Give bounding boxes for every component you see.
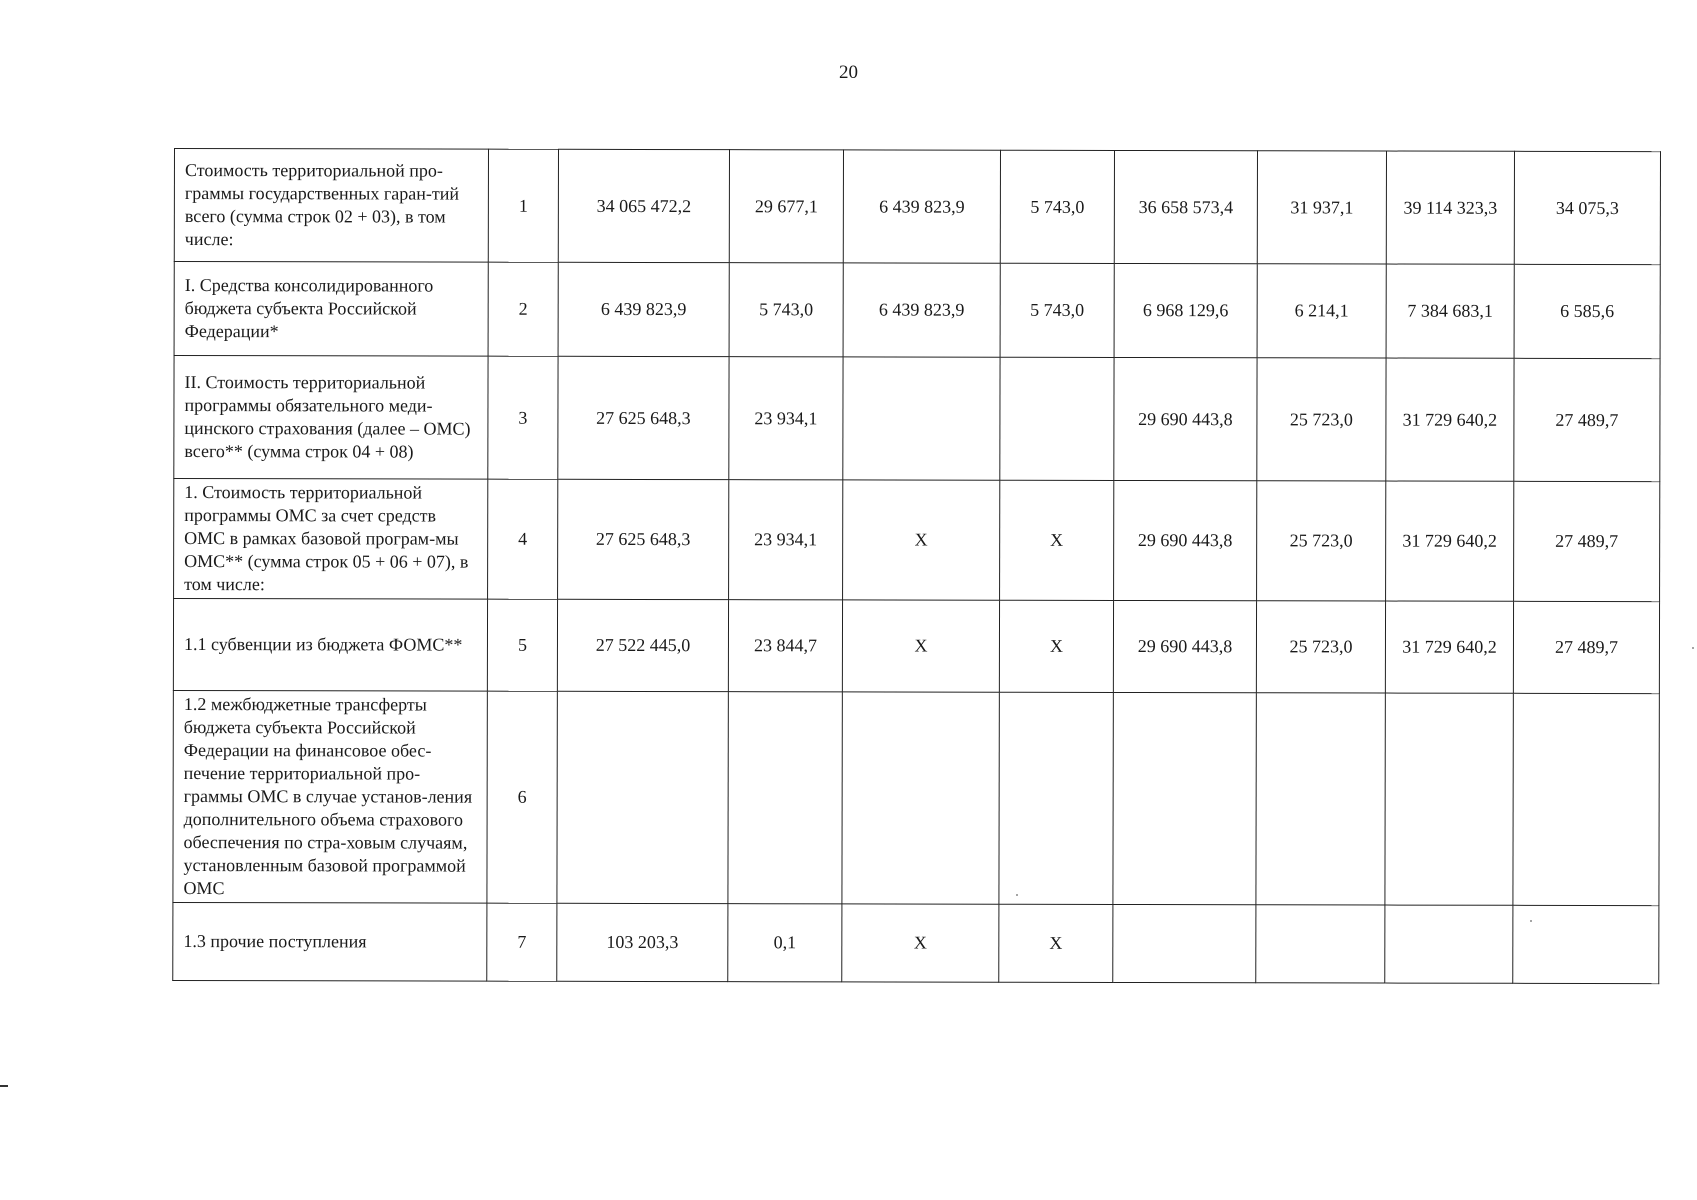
value-cell: 29 677,1 — [729, 150, 843, 263]
value-cell: 31 937,1 — [1257, 151, 1386, 264]
table-row — [174, 149, 1660, 265]
value-cell: 36 658 573,4 — [1114, 150, 1257, 263]
value-cell: X — [1000, 480, 1114, 600]
value-cell: X — [999, 600, 1113, 692]
row-number: 5 — [487, 599, 557, 691]
value-cell: 5 743,0 — [1000, 150, 1114, 263]
value-cell — [1000, 357, 1114, 480]
value-cell: X — [999, 904, 1113, 982]
row-number: 3 — [488, 356, 558, 479]
value-cell: 25 723,0 — [1256, 601, 1385, 693]
value-cell: 27 522 445,0 — [557, 599, 728, 691]
value-cell — [728, 692, 842, 904]
value-cell: 27 625 648,3 — [558, 479, 729, 599]
value-cell: 7 384 683,1 — [1386, 264, 1514, 358]
value-cell: 27 489,7 — [1514, 358, 1660, 481]
row-label: II. Стоимость территориальной программы обязательного меди-цинского страхования (далее – ОМС) всего** (сумма строк 04 + 08) — [174, 356, 488, 480]
value-cell: 5 743,0 — [729, 263, 843, 357]
financing-table — [172, 148, 1661, 984]
value-cell — [843, 357, 1000, 480]
row-number: 2 — [488, 262, 558, 356]
value-cell: 6 585,6 — [1514, 264, 1660, 358]
value-cell: 29 690 443,8 — [1114, 357, 1257, 480]
value-cell — [1385, 693, 1513, 905]
table-row — [174, 356, 1660, 482]
value-cell: 27 489,7 — [1513, 601, 1659, 693]
value-cell: 6 439 823,9 — [558, 262, 729, 356]
value-cell: 34 075,3 — [1514, 151, 1660, 264]
row-label: 1.1 субвенции из бюджета ФОМС** — [173, 599, 487, 692]
value-cell: 34 065 472,2 — [558, 149, 729, 262]
row-label: Стоимость территориальной про-граммы государственных гаран-тий всего (сумма строк 02 + 03), в том числе: — [174, 149, 488, 263]
value-cell: 31 729 640,2 — [1386, 358, 1514, 481]
row-label: 1.3 прочие поступления — [173, 902, 487, 981]
value-cell: 23 934,1 — [729, 357, 843, 480]
row-number: 4 — [488, 479, 558, 599]
scan-speck — [1692, 647, 1694, 649]
row-number: 6 — [487, 691, 557, 903]
value-cell: 5 743,0 — [1000, 263, 1114, 357]
row-label: 1. Стоимость территориальной программы ОМС за счет средств ОМС в рамках базовой програм-мы ОМС** (сумма строк 05 + 06 + 07), в том числе: — [174, 479, 488, 600]
value-cell — [1513, 693, 1659, 905]
value-cell: 25 723,0 — [1257, 358, 1386, 481]
page-number: 20 — [839, 62, 858, 83]
row-label: I. Средства консолидированного бюджета субъекта Российской Федерации* — [174, 262, 488, 357]
scan-speck — [1016, 894, 1018, 896]
value-cell: 103 203,3 — [557, 903, 728, 981]
value-cell: 29 690 443,8 — [1113, 600, 1256, 692]
value-cell: 6 439 823,9 — [843, 263, 1000, 357]
value-cell — [1256, 905, 1385, 983]
table-row — [173, 599, 1659, 694]
value-cell: 25 723,0 — [1257, 481, 1386, 601]
value-cell: 31 729 640,2 — [1385, 601, 1513, 693]
value-cell: 0,1 — [728, 904, 842, 982]
value-cell: 23 934,1 — [729, 480, 843, 600]
value-cell: X — [842, 904, 999, 982]
value-cell: 6 968 129,6 — [1114, 263, 1257, 357]
value-cell — [1385, 905, 1513, 983]
table-row — [173, 690, 1659, 905]
value-cell: X — [843, 480, 1000, 600]
value-cell: 6 214,1 — [1257, 264, 1386, 358]
value-cell: 23 844,7 — [728, 600, 842, 692]
value-cell: 29 690 443,8 — [1114, 480, 1257, 600]
value-cell — [1513, 905, 1659, 983]
value-cell — [1113, 904, 1256, 982]
value-cell: 6 439 823,9 — [843, 150, 1000, 263]
row-number: 1 — [488, 149, 558, 262]
value-cell: 27 625 648,3 — [558, 356, 729, 479]
table-row — [174, 479, 1660, 602]
value-cell — [999, 692, 1113, 904]
row-label: 1.2 межбюджетные трансферты бюджета субъекта Российской Федерации на финансовое обес-печение территориальной про-граммы ОМС в случае установ-ления дополнительного объема страхового обеспечения по стра-ховым случаям, установленным базовой программой ОМС — [173, 690, 487, 903]
value-cell: 31 729 640,2 — [1386, 481, 1514, 601]
value-cell — [1113, 692, 1256, 904]
table-row — [174, 262, 1660, 359]
value-cell — [1256, 693, 1385, 905]
scan-speck — [1530, 920, 1532, 922]
value-cell: 39 114 323,3 — [1386, 151, 1514, 264]
value-cell — [557, 691, 728, 903]
value-cell: 27 489,7 — [1514, 481, 1660, 601]
value-cell — [842, 692, 999, 904]
value-cell: X — [842, 600, 999, 692]
table-row — [173, 902, 1659, 983]
scan-margin-mark — [0, 1085, 8, 1087]
row-number: 7 — [487, 903, 557, 981]
